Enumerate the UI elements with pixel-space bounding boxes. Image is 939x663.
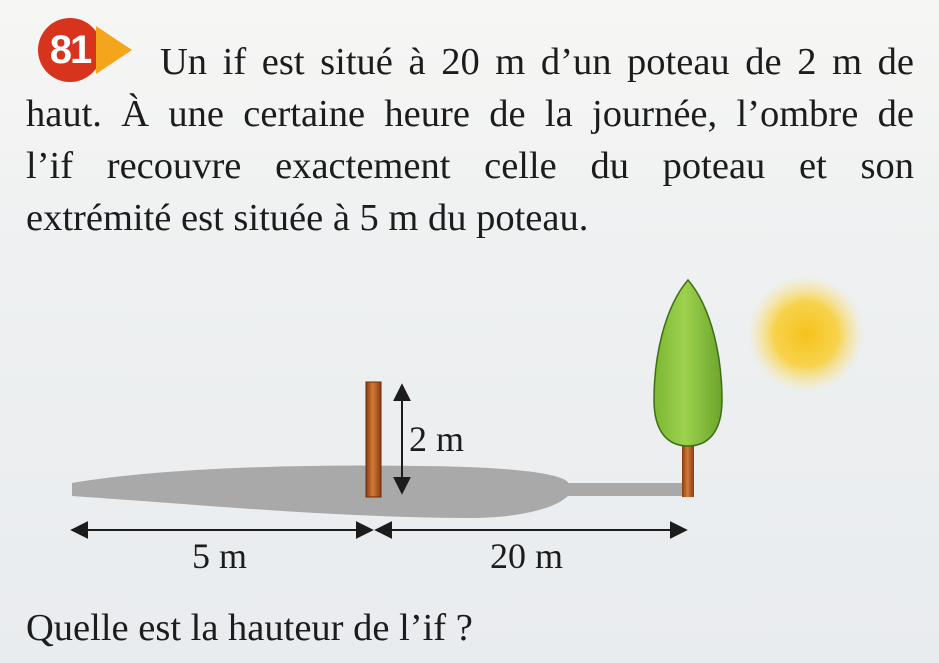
question: Quelle est la hauteur de l’if ?: [26, 607, 473, 649]
pole-to-tree-label: 20 m: [490, 536, 564, 576]
pole-height-label: 2 m: [409, 419, 465, 459]
problem-line-2: haut. À une certaine heure de la journée, l’ombre de: [26, 93, 914, 135]
problem-line-3: l’if recouvre exactement celle du poteau et son: [26, 145, 914, 187]
pole-icon: [366, 382, 381, 497]
tree-icon: [654, 280, 722, 497]
problem-line-1: Un if est situé à 20 m d’un poteau de 2 m de: [160, 41, 914, 83]
problem-line-4: extrémité est située à 5 m du poteau.: [26, 197, 589, 239]
problem-statement: [26, 36, 914, 244]
exercise-number-badge: 81: [38, 18, 102, 82]
shadow-diagram: [0, 260, 939, 600]
shadow-to-pole-label: 5 m: [192, 536, 248, 576]
sun-icon: [748, 276, 864, 392]
